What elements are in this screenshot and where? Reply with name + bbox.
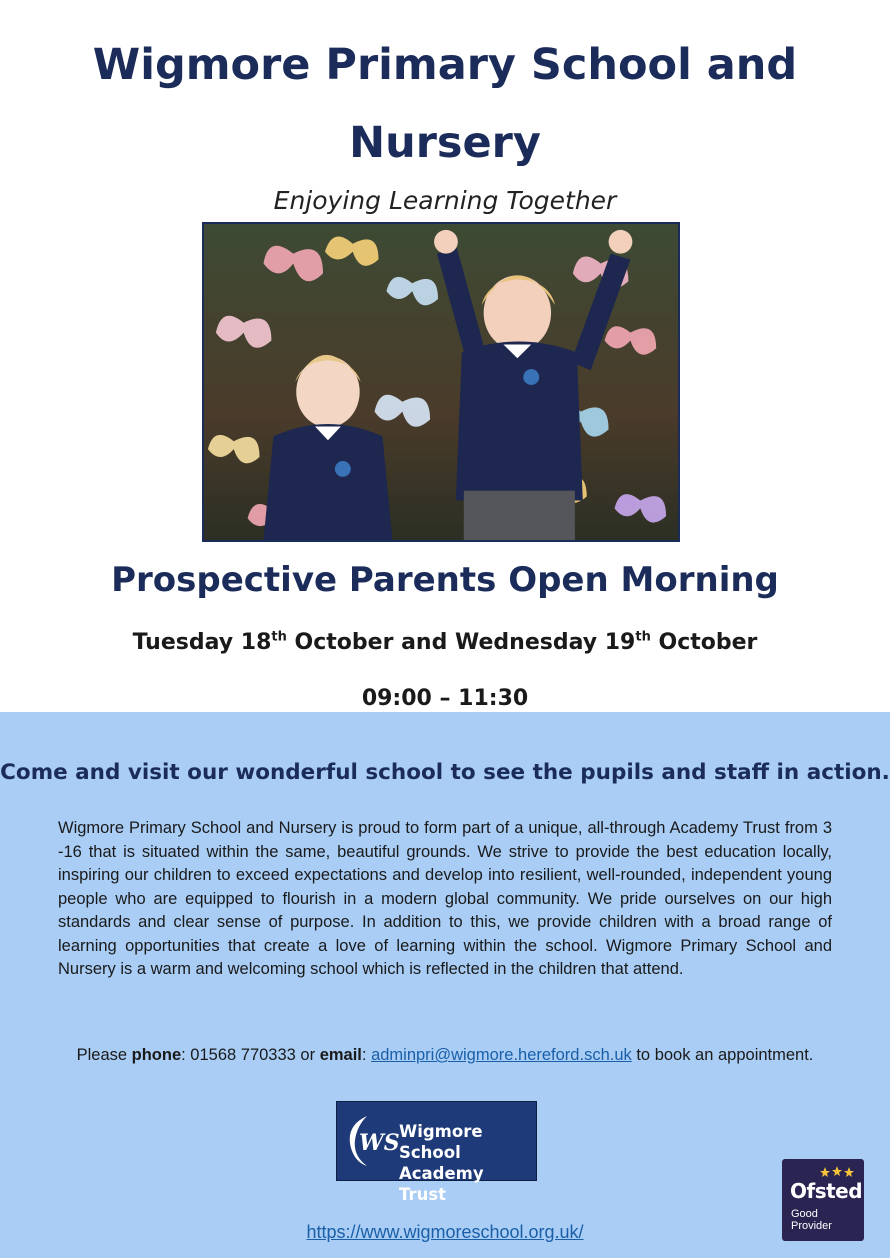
date-part: October [650, 630, 758, 655]
event-heading: Prospective Parents Open Morning [111, 560, 779, 600]
photo-illustration [204, 224, 678, 540]
date-part: Tuesday 18 [132, 630, 272, 655]
phone-number: : 01568 770333 or [181, 1046, 320, 1064]
title-line-2: Nursery [349, 118, 541, 168]
date-ordinal: th [635, 629, 651, 645]
contact-text: Please [76, 1046, 132, 1064]
email-label: email [319, 1046, 362, 1064]
ofsted-stars-icon [820, 1166, 854, 1180]
ofsted-rating-line-1: Good [791, 1208, 818, 1220]
phone-label: phone [131, 1046, 182, 1064]
website-link[interactable]: https://www.wigmoreschool.org.uk/ [306, 1222, 584, 1242]
event-dates [0, 630, 890, 655]
trust-logo-text [399, 1121, 536, 1205]
contact-text: : [361, 1046, 372, 1064]
trust-logo [336, 1101, 537, 1204]
contact-line [60, 1043, 830, 1067]
children-photo [202, 222, 680, 542]
trust-logo-line-1: Wigmore School [399, 1122, 483, 1162]
email-link[interactable]: adminpri@wigmore.hereford.sch.uk [371, 1046, 632, 1064]
ofsted-rating-line-2: Provider [791, 1220, 832, 1232]
school-description: Wigmore Primary School and Nursery is proud to form part of a unique, all-through Academy Trust from 3 -16 that is situated within the same, beautiful grounds. We strive to provide the best education locally, inspiring our children to exceed expectations and develop into resilient, well-rounded, independent young people who are equipped to flourish in a modern global community. We pride ourselves on our high standards and clear sense of purpose. In addition to this, we provide children with a broad range of learning opportunities that create a love of learning within the school. Wigmore Primary School and Nursery is a warm and welcoming school which is reflected in the children that attend. [58, 819, 832, 978]
date-part: October and Wednesday 19 [286, 630, 636, 655]
event-time: 09:00 – 11:30 [361, 686, 529, 711]
tagline: Enjoying Learning Together [273, 186, 617, 215]
title-line-1: Wigmore Primary School and [92, 40, 798, 90]
trust-logo-line-2: Academy Trust [399, 1164, 484, 1204]
ofsted-word: Ofsted [790, 1179, 863, 1203]
svg-text:WS: WS [359, 1130, 400, 1156]
invite-heading: Come and visit our wonderful school to see the pupils and staff in action. [0, 760, 890, 785]
ws-logo-mark-icon [345, 1112, 400, 1170]
contact-text: to book an appointment. [631, 1046, 814, 1064]
date-ordinal: th [271, 629, 287, 645]
